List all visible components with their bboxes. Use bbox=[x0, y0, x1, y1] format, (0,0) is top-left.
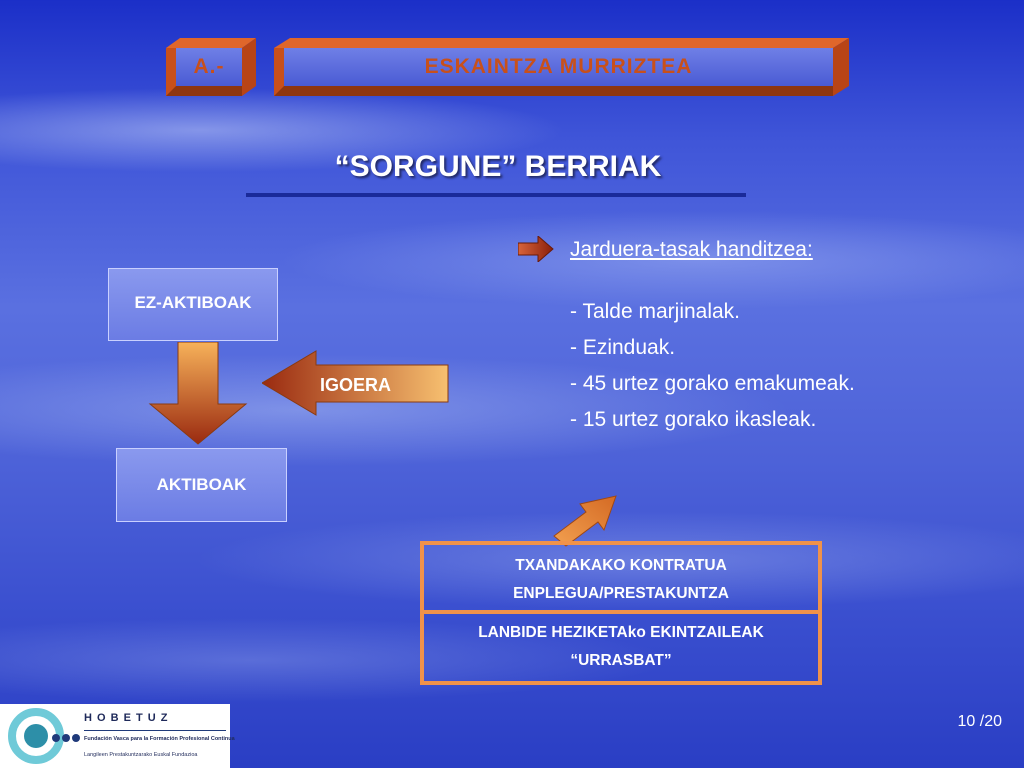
section-title: ESKAINTZA MURRIZTEA bbox=[274, 48, 833, 96]
hobetuz-emblem-icon bbox=[4, 704, 84, 768]
aktiboak-box bbox=[116, 448, 287, 522]
logo-name: H O B E T U Z bbox=[84, 712, 169, 724]
bullet-item: - Talde marjinalak. bbox=[570, 300, 741, 323]
logo-line-2: Langileen Prestakuntzarako Euskal Fundazioa bbox=[84, 752, 198, 758]
title-underline bbox=[246, 193, 746, 197]
ez-aktiboak-label: EZ-AKTIBOAK bbox=[134, 293, 252, 312]
page-number: 10 /20 bbox=[957, 713, 1002, 730]
logo-divider bbox=[84, 730, 226, 731]
down-arrow-icon bbox=[148, 342, 248, 446]
slide-title: “SORGUNE” BERRIAK bbox=[334, 150, 662, 183]
bullet-item: - 45 urtez gorako emakumeak. bbox=[570, 372, 855, 395]
bullet-lead: Jarduera-tasak handitzea: bbox=[570, 238, 813, 261]
program-line: ENPLEGUA/PRESTAKUNTZA bbox=[513, 585, 729, 602]
program-box-upper bbox=[420, 541, 822, 614]
section-label-box bbox=[166, 38, 256, 96]
section-title-box bbox=[274, 38, 849, 96]
program-line: “URRASBAT” bbox=[570, 652, 672, 669]
igoera-label: IGOERA bbox=[320, 375, 392, 395]
program-box-lower bbox=[420, 610, 822, 685]
hobetuz-logo bbox=[0, 704, 235, 768]
aktiboak-label: AKTIBOAK bbox=[156, 475, 247, 494]
logo-line-1: Fundación Vasca para la Formación Profesional Continua bbox=[84, 736, 235, 742]
program-line: TXANDAKAKO KONTRATUA bbox=[515, 557, 727, 574]
right-arrow-icon bbox=[518, 236, 554, 262]
program-line: LANBIDE HEZIKETAko EKINTZAILEAK bbox=[478, 624, 764, 641]
bullet-item: - Ezinduak. bbox=[570, 336, 676, 359]
ez-aktiboak-box bbox=[108, 268, 278, 341]
section-label: A.- bbox=[166, 48, 242, 96]
bullet-list bbox=[570, 238, 900, 443]
bullet-item: - 15 urtez gorako ikasleak. bbox=[570, 408, 817, 431]
